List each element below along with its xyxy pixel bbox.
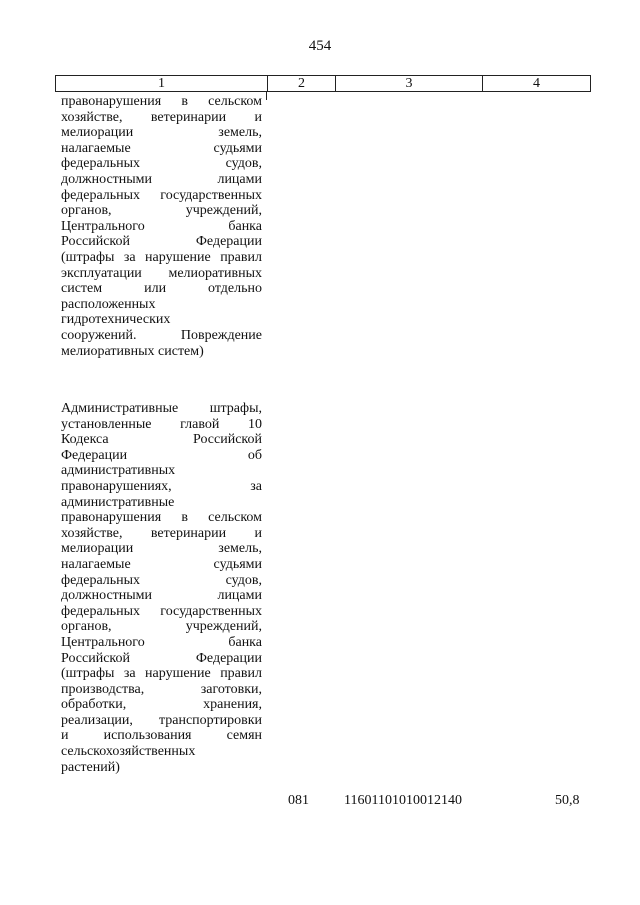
description-line: сооружений. Повреждение xyxy=(61,327,262,343)
table-header xyxy=(55,75,591,92)
description-line: (штрафы за нарушение правил xyxy=(61,666,262,682)
description-line: налагаемые судьями xyxy=(61,140,262,156)
description-line: расположенных xyxy=(61,296,156,312)
description-line: мелиоративных систем) xyxy=(61,343,204,359)
description-line: органов, учреждений, xyxy=(61,203,262,219)
description-line: мелиорации земель, xyxy=(61,125,262,141)
description-line: гидротехнических xyxy=(61,312,171,328)
description-line: федеральных государственных xyxy=(61,187,262,203)
description-line: сельскохозяйственных xyxy=(61,744,196,760)
description-line: правонарушения в сельском xyxy=(61,94,262,109)
description-line: растений) xyxy=(61,759,120,775)
description-line: реализации, транспортировки xyxy=(61,712,262,728)
description-line: Центрального банка xyxy=(61,634,262,650)
description-line: административных xyxy=(61,463,176,479)
column-header-4: 4 xyxy=(483,76,591,92)
column-header-1: 1 xyxy=(56,76,268,92)
table-row-description xyxy=(61,94,262,359)
description-line: Кодекса Российской xyxy=(61,432,262,448)
description-line: мелиорации земель, xyxy=(61,541,262,557)
description-line: эксплуатации мелиоративных xyxy=(61,265,262,281)
column-divider xyxy=(266,92,267,100)
description-line: Российской Федерации xyxy=(61,234,262,250)
description-line: административные xyxy=(61,494,175,510)
description-line: (штрафы за нарушение правил xyxy=(61,249,262,265)
column-header-2: 2 xyxy=(268,76,336,92)
admin-code-cell: 081 xyxy=(288,793,309,808)
description-line: федеральных государственных xyxy=(61,603,262,619)
description-line: правонарушения в сельском xyxy=(61,510,262,526)
column-header-3: 3 xyxy=(336,76,483,92)
description-line: хозяйстве, ветеринарии и xyxy=(61,525,262,541)
description-line: Административные штрафы, xyxy=(61,401,262,416)
description-line: правонарушениях, за xyxy=(61,478,262,494)
description-line: федеральных судов, xyxy=(61,156,262,172)
description-line: органов, учреждений, xyxy=(61,619,262,635)
amount-cell: 50,8 xyxy=(555,793,580,808)
description-line: систем или отдельно xyxy=(61,281,262,297)
description-line: обработки, хранения, xyxy=(61,697,262,713)
description-line: производства, заготовки, xyxy=(61,681,262,697)
description-line: хозяйстве, ветеринарии и xyxy=(61,109,262,125)
description-line: Центрального банка xyxy=(61,218,262,234)
description-line: федеральных судов, xyxy=(61,572,262,588)
description-line: и использования семян xyxy=(61,728,262,744)
description-line: должностными лицами xyxy=(61,588,262,604)
description-line: должностными лицами xyxy=(61,171,262,187)
description-line: Российской Федерации xyxy=(61,650,262,666)
description-line: установленные главой 10 xyxy=(61,416,262,432)
page-number: 454 xyxy=(308,38,332,54)
budget-classification-code-cell: 11601101010012140 xyxy=(344,793,462,808)
description-line: налагаемые судьями xyxy=(61,556,262,572)
table-row-description xyxy=(61,401,262,775)
description-line: Федерации об xyxy=(61,447,262,463)
